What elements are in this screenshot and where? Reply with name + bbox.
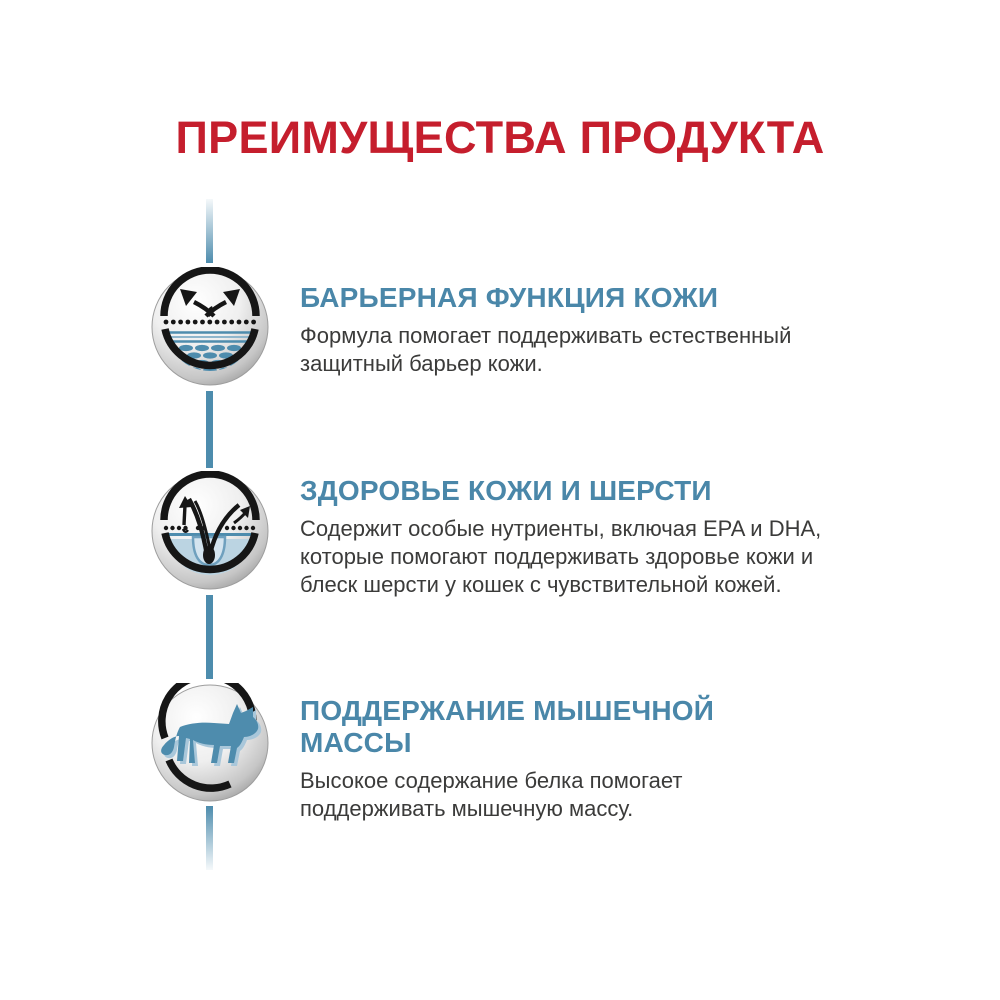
benefit-heading: ПОДДЕРЖАНИЕ МЫШЕЧНОЙ МАССЫ: [300, 695, 715, 758]
benefit-item-skin-barrier: [300, 282, 860, 378]
benefit-heading: БАРЬЕРНАЯ ФУНКЦИЯ КОЖИ: [300, 282, 719, 313]
timeline-segment-1: [206, 391, 213, 468]
timeline-segment-2: [206, 595, 213, 679]
skin-coat-icon: [150, 471, 270, 591]
muscle-mass-icon: [150, 683, 270, 803]
timeline-segment-bottom: [206, 806, 213, 870]
benefit-item-muscle-mass: [300, 695, 760, 823]
benefit-item-skin-coat: [300, 475, 860, 599]
timeline-segment-top: [206, 199, 213, 263]
benefit-heading: ЗДОРОВЬЕ КОЖИ И ШЕРСТИ: [300, 475, 712, 506]
benefit-description: Формула помогает поддерживать естественный защитный барьер кожи.: [300, 323, 792, 376]
page-title: ПРЕИМУЩЕСТВА ПРОДУКТА: [175, 112, 825, 163]
benefit-description: Высокое содержание белка помогает поддерживать мышечную массу.: [300, 768, 683, 821]
benefit-description: Содержит особые нутриенты, включая EPA и DHA, которые помогают поддерживать здоровье кожи и блеск шерсти у кошек с чувствительной кожей.: [300, 516, 822, 597]
skin-barrier-icon: [150, 267, 270, 387]
